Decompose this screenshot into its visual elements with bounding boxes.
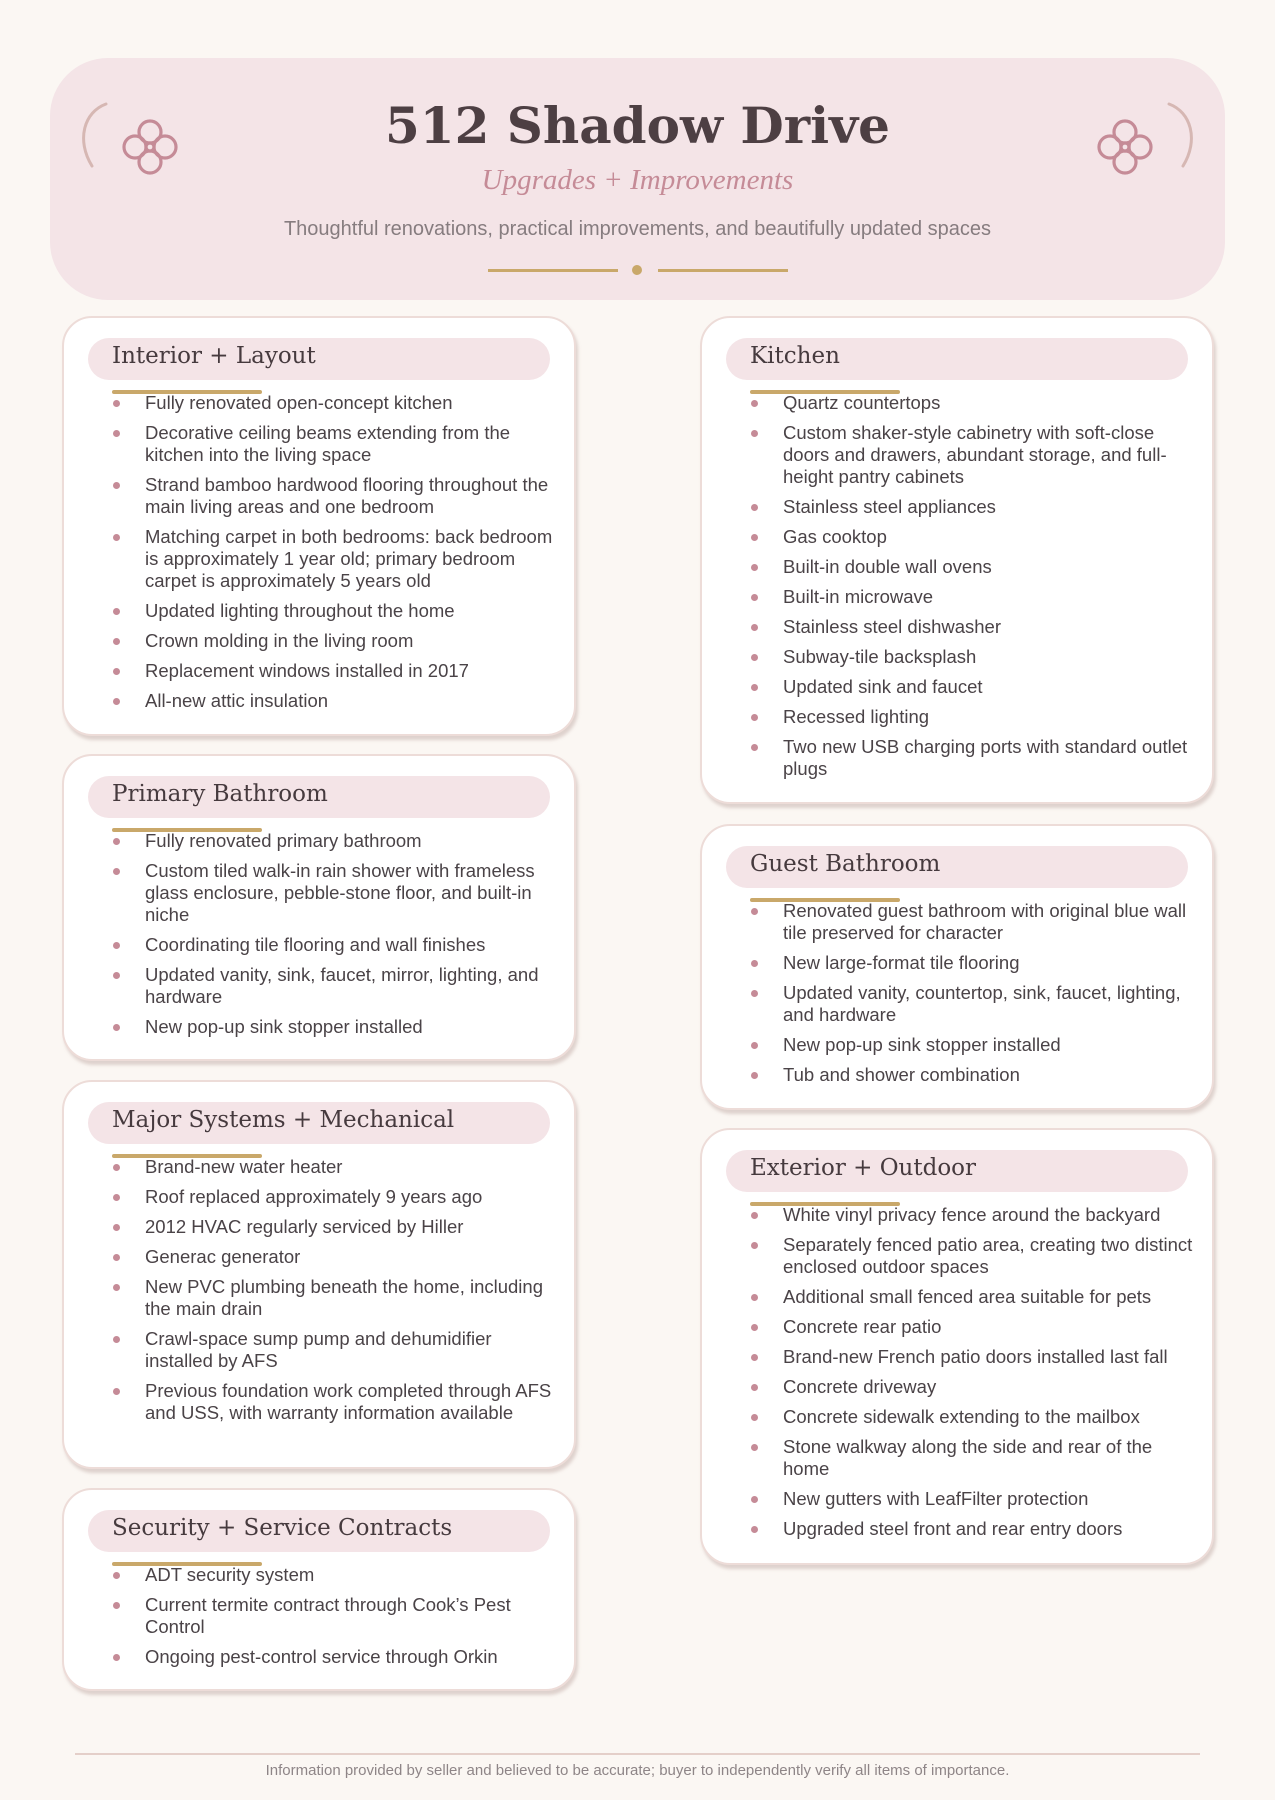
list-item: Fully renovated primary bathroom bbox=[112, 830, 556, 852]
card-exterior-outdoor bbox=[700, 1128, 1214, 1565]
list-item: Updated vanity, sink, faucet, mirror, lighting, and hardware bbox=[112, 964, 556, 1008]
card-primary-bathroom bbox=[62, 754, 576, 1061]
list-item: Fully renovated open-concept kitchen bbox=[112, 392, 556, 414]
list-item: Separately fenced patio area, creating two distinct enclosed outdoor spaces bbox=[750, 1234, 1194, 1278]
page-subtitle: Upgrades + Improvements bbox=[481, 164, 794, 196]
list-item: Upgraded steel front and rear entry doors bbox=[750, 1518, 1194, 1540]
list-item: New pop-up sink stopper installed bbox=[750, 1034, 1194, 1056]
list-item: Recessed lighting bbox=[750, 706, 1194, 728]
list-item: Updated sink and faucet bbox=[750, 676, 1194, 698]
list-item: White vinyl privacy fence around the backyard bbox=[750, 1204, 1194, 1226]
card-kitchen bbox=[700, 316, 1214, 804]
list-item: Additional small fenced area suitable for pets bbox=[750, 1286, 1194, 1308]
card-interior-layout bbox=[62, 316, 576, 736]
item-list bbox=[112, 1564, 556, 1676]
list-item: All-new attic insulation bbox=[112, 690, 556, 712]
card-major-systems bbox=[62, 1080, 576, 1469]
card-title: Guest Bathroom bbox=[750, 851, 941, 877]
card-title: Security + Service Contracts bbox=[112, 1515, 453, 1541]
header-divider bbox=[50, 262, 1225, 278]
list-item: Crawl-space sump pump and dehumidifier installed by AFS bbox=[112, 1328, 556, 1372]
list-item: Built-in double wall ovens bbox=[750, 556, 1194, 578]
item-list bbox=[112, 392, 556, 720]
item-list bbox=[750, 392, 1194, 788]
list-item: Tub and shower combination bbox=[750, 1064, 1194, 1086]
item-list bbox=[112, 1156, 556, 1432]
card-header bbox=[726, 1150, 1188, 1192]
item-list bbox=[750, 900, 1194, 1094]
card-title: Primary Bathroom bbox=[112, 781, 328, 807]
list-item: New large-format tile flooring bbox=[750, 952, 1194, 974]
card-header bbox=[726, 846, 1188, 888]
list-item: Crown molding in the living room bbox=[112, 630, 556, 652]
list-item: Updated vanity, countertop, sink, faucet, lighting, and hardware bbox=[750, 982, 1194, 1026]
list-item: Concrete sidewalk extending to the mailbox bbox=[750, 1406, 1194, 1428]
card-title: Kitchen bbox=[750, 343, 840, 369]
footer-divider bbox=[75, 1753, 1200, 1755]
list-item: Roof replaced approximately 9 years ago bbox=[112, 1186, 556, 1208]
list-item: Custom shaker-style cabinetry with soft-close doors and drawers, abundant storage, and full-height pantry cabinets bbox=[750, 422, 1194, 488]
list-item: Generac generator bbox=[112, 1246, 556, 1268]
list-item: Replacement windows installed in 2017 bbox=[112, 660, 556, 682]
list-item: Brand-new water heater bbox=[112, 1156, 556, 1178]
item-list bbox=[750, 1204, 1194, 1548]
list-item: Current termite contract through Cook’s Pest Control bbox=[112, 1594, 556, 1638]
card-title: Major Systems + Mechanical bbox=[112, 1107, 455, 1133]
list-item: Stainless steel dishwasher bbox=[750, 616, 1194, 638]
list-item: 2012 HVAC regularly serviced by Hiller bbox=[112, 1216, 556, 1238]
list-item: Stainless steel appliances bbox=[750, 496, 1194, 518]
page-tagline: Thoughtful renovations, practical improvements, and beautifully updated spaces bbox=[283, 218, 992, 240]
list-item: Built-in microwave bbox=[750, 586, 1194, 608]
footer-disclaimer: Information provided by seller and believed to be accurate; buyer to independently verify all items of importance. bbox=[265, 1762, 1010, 1779]
card-header bbox=[726, 338, 1188, 380]
list-item: Gas cooktop bbox=[750, 526, 1194, 548]
list-item: Decorative ceiling beams extending from the kitchen into the living space bbox=[112, 422, 556, 466]
list-item: Concrete rear patio bbox=[750, 1316, 1194, 1338]
card-header bbox=[88, 1102, 550, 1144]
item-list bbox=[112, 830, 556, 1046]
card-header bbox=[88, 1510, 550, 1552]
list-item: Brand-new French patio doors installed last fall bbox=[750, 1346, 1194, 1368]
list-item: Two new USB charging ports with standard outlet plugs bbox=[750, 736, 1194, 780]
page-title: 512 Shadow Drive bbox=[385, 96, 890, 155]
list-item: Previous foundation work completed through AFS and USS, with warranty information available bbox=[112, 1380, 556, 1424]
card-title: Exterior + Outdoor bbox=[750, 1155, 977, 1181]
list-item: Coordinating tile flooring and wall finishes bbox=[112, 934, 556, 956]
list-item: Renovated guest bathroom with original blue wall tile preserved for character bbox=[750, 900, 1194, 944]
list-item: New gutters with LeafFilter protection bbox=[750, 1488, 1194, 1510]
card-header bbox=[88, 338, 550, 380]
header-banner bbox=[50, 58, 1225, 300]
list-item: New pop-up sink stopper installed bbox=[112, 1016, 556, 1038]
card-security-contracts bbox=[62, 1488, 576, 1691]
list-item: Concrete driveway bbox=[750, 1376, 1194, 1398]
list-item: Stone walkway along the side and rear of the home bbox=[750, 1436, 1194, 1480]
list-item: Strand bamboo hardwood flooring throughout the main living areas and one bedroom bbox=[112, 474, 556, 518]
list-item: Updated lighting throughout the home bbox=[112, 600, 556, 622]
list-item: Matching carpet in both bedrooms: back bedroom is approximately 1 year old; primary bedroom carpet is approximately 5 years old bbox=[112, 526, 556, 592]
list-item: Ongoing pest-control service through Orkin bbox=[112, 1646, 556, 1668]
list-item: ADT security system bbox=[112, 1564, 556, 1586]
list-item: New PVC plumbing beneath the home, including the main drain bbox=[112, 1276, 556, 1320]
card-header bbox=[88, 776, 550, 818]
card-title: Interior + Layout bbox=[112, 343, 316, 369]
list-item: Custom tiled walk-in rain shower with frameless glass enclosure, pebble-stone floor, and built-in niche bbox=[112, 860, 556, 926]
list-item: Subway-tile backsplash bbox=[750, 646, 1194, 668]
card-guest-bathroom bbox=[700, 824, 1214, 1110]
list-item: Quartz countertops bbox=[750, 392, 1194, 414]
